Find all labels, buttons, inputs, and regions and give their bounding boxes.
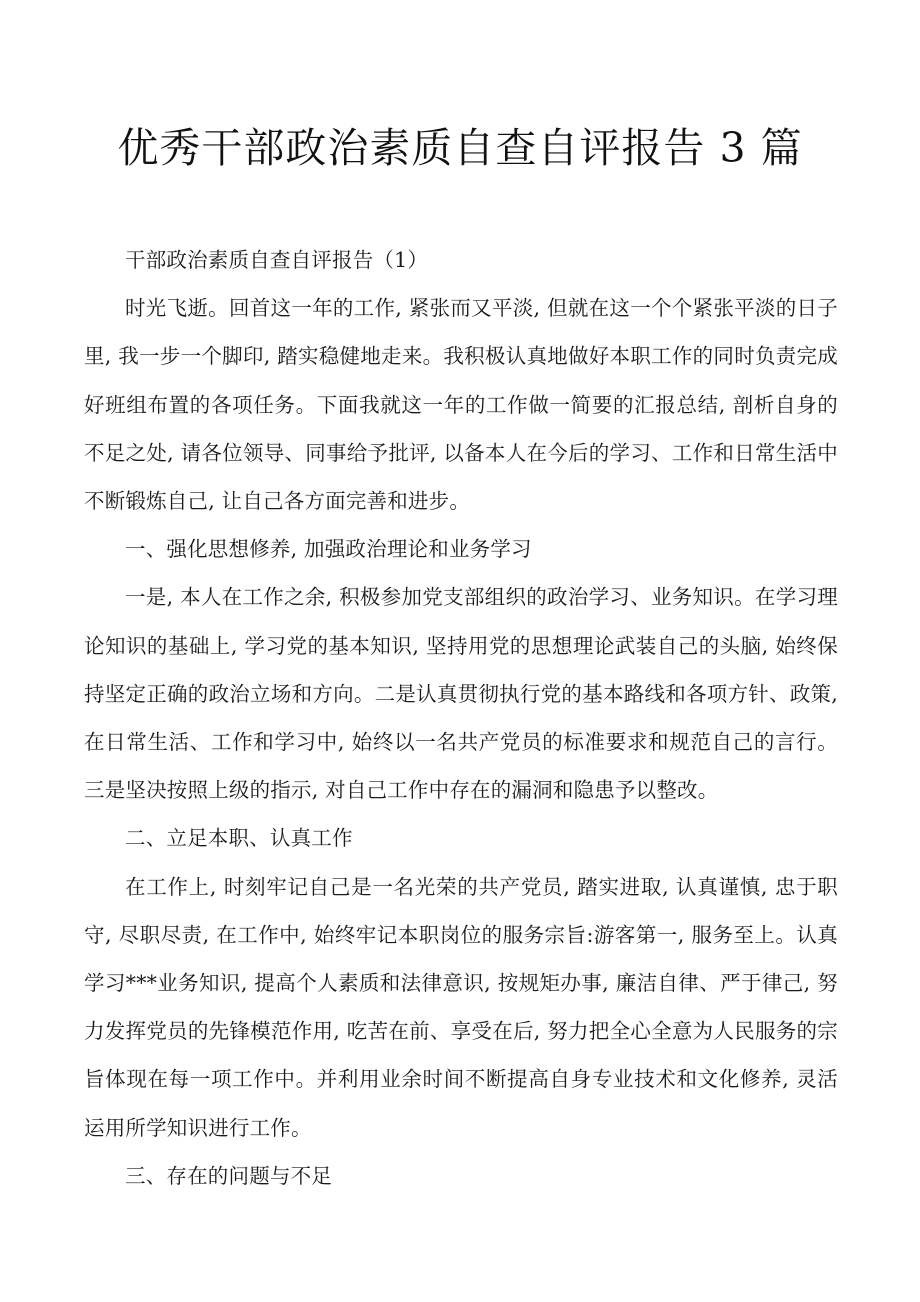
section-2-paragraph: 在工作上, 时刻牢记自己是一名光荣的共产党员, 踏实进取, 认真谨慎, 忠于职守, 尽职尽责, 在工作中, 始终牢记本职岗位的服务宗旨:游客第一, 服务至上。认真学习***业务知识, 提高个人素质和法律意识, 按规矩办事, 廉洁自律、严于律己, 努力发挥党员的先锋模范作用, 吃苦在前、享受在后, 努力把全心全意为人民服务的宗旨体现在每一项工作中。并利用业余时间不断提高自身专业技术和文化修养, 灵活运用所学知识进行工作。 [84,874,838,1140]
subtitle-paragraph: 干部政治素质自查自评报告（1） [125,248,429,272]
section-1-paragraph: 一是, 本人在工作之余, 积极参加党支部组织的政治学习、业务知识。在学习理论知识的基础上, 学习党的基本知识, 坚持用党的思想理论武装自己的头脑, 始终保持坚定正确的政治立场和方向。二是认真贯彻执行党的基本路线和各项方针、政策, 在日常生活、工作和学习中, 始终以一名共产党员的标准要求和规范自己的言行。三是坚决按照上级的指示, 对自己工作中存在的漏洞和隐患予以整改。 [84,585,838,803]
section-heading-1: 一、强化思想修养, 加强政治理论和业务学习 [125,537,532,562]
document-body [84,236,838,1200]
intro-paragraph: 时光飞逝。回首这一年的工作, 紧张而又平淡, 但就在这一个个紧张平淡的日子里, 我一步一个脚印, 踏实稳健地走来。我积极认真地做好本职工作的同时负责完成好班组布置的各项任务。下面我就这一年的工作做一简要的汇报总结, 剖析自身的不足之处, 请各位领导、同事给予批评, 以备本人在今后的学习、工作和日常生活中不断锻炼自己, 让自己各方面完善和进步。 [84,296,838,514]
document-title: 优秀干部政治素质自查自评报告 3 篇 [117,124,803,172]
section-heading-3: 三、存在的问题与不足 [125,1163,332,1188]
section-heading-2: 二、立足本职、认真工作 [125,826,353,851]
